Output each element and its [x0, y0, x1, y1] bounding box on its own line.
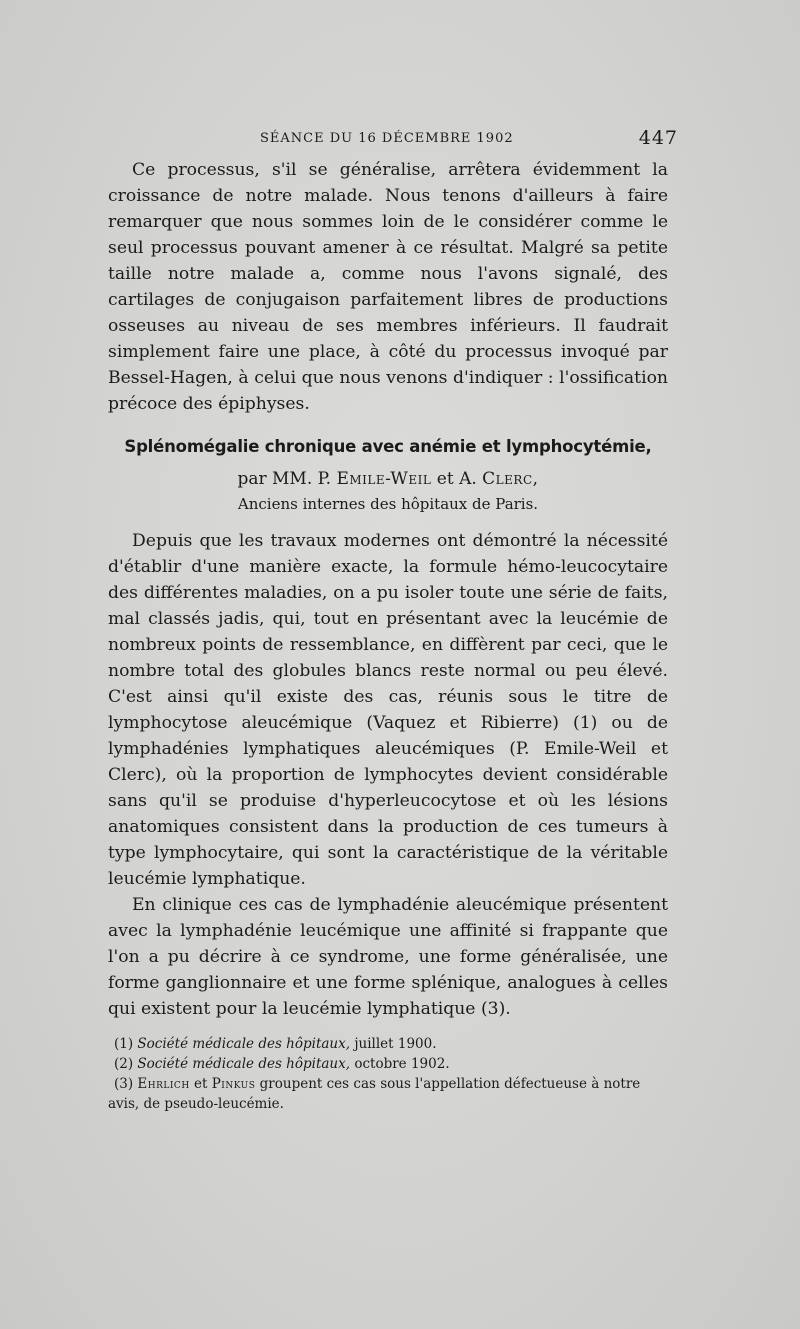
running-title: SÉANCE DU 16 DÉCEMBRE 1902: [260, 131, 514, 146]
footnote-date: octobre 1902.: [354, 1056, 450, 1072]
article-body: [108, 528, 668, 1022]
footnote-and: et: [193, 1076, 208, 1092]
footnote-date: juillet 1900.: [354, 1036, 437, 1052]
footnote-1: [108, 1034, 668, 1054]
paragraph: En clinique ces cas de lymphadénie aleucémique présentent avec la lymphadénie leucémique une affinité si frappante que l'on a pu décrire à ce syndrome, une forme généralisée, une forme ganglionnaire et une forme splénique, analogues à celles qui existent pour la leucémie lymphatique (3).: [108, 895, 668, 1019]
author-emile-weil: Emile-Weil: [336, 469, 432, 489]
author-clerc: Clerc,: [482, 469, 539, 489]
article-title: Splénomégalie chronique avec anémie et lymphocytémie,: [124, 437, 652, 456]
running-head: [108, 125, 678, 157]
footnote-number: (3): [114, 1076, 134, 1092]
paragraph-continuation: Ce processus, s'il se généralise, arrêtera évidemment la croissance de notre malade. Nous tenons d'ailleurs à faire remarquer que nous sommes loin de le considérer comme le seul processus pouvant amener à ce résultat. Malgré sa petite taille notre malade a, comme nous l'avons signalé, des cartilages de conjugaison parfaitement libres de productions osseuses au niveau de ses membres inférieurs. Il faudrait simplement faire une place, à côté du processus invoqué par Bessel-Hagen, à celui que nous venons d'indiquer : l'ossification précoce des épiphyses.: [108, 160, 668, 414]
authors-and: et A.: [436, 469, 477, 489]
authors-prefix: par MM. P.: [237, 469, 332, 489]
paragraph: Depuis que les travaux modernes ont démontré la nécessité d'établir d'une manière exacte, la formule hémo-leucocytaire des différentes maladies, on a pu isoler toute une série de faits, mal classés jadis, qui, tout en présentant avec la leucémie de nombreux points de ressemblance, en diffèrent par ceci, que le nombre total des globules blancs reste normal ou peu élevé. C'est ainsi qu'il existe des cas, réunis sous le titre de lymphocytose aleucémique (Vaquez et Ribierre) (1) ou de lymphadénies lymphatiques aleucémiques (P. Emile-Weil et Clerc), où la proportion de lymphocytes devient considérable sans qu'il se produise d'hyperleucocytose et où les lésions anatomiques consistent dans la production de ces tumeurs à type lymphocytaire, qui sont la caractéristique de la véritable leucémie lymphatique.: [108, 531, 668, 889]
footnote-number: (1): [114, 1036, 134, 1052]
footnote-2: [108, 1054, 668, 1074]
footnotes: [108, 1034, 668, 1114]
footnote-author-ehrlich: Ehrlich: [137, 1076, 190, 1092]
article-authors: [108, 466, 668, 492]
book-page: [108, 125, 678, 1114]
author-affiliation: Anciens internes des hôpitaux de Paris.: [237, 495, 539, 513]
footnote-number: (2): [114, 1056, 134, 1072]
footnote-source: Société médicale des hôpitaux,: [137, 1036, 351, 1052]
footnote-text: groupent ces cas sous l'appellation défectueuse à notre avis, de pseudo-leucémie.: [108, 1076, 641, 1112]
footnote-3: [108, 1074, 668, 1114]
footnote-author-pinkus: Pinkus: [211, 1076, 256, 1092]
page-number: 447: [638, 127, 678, 149]
footnote-source: Société médicale des hôpitaux,: [137, 1056, 351, 1072]
